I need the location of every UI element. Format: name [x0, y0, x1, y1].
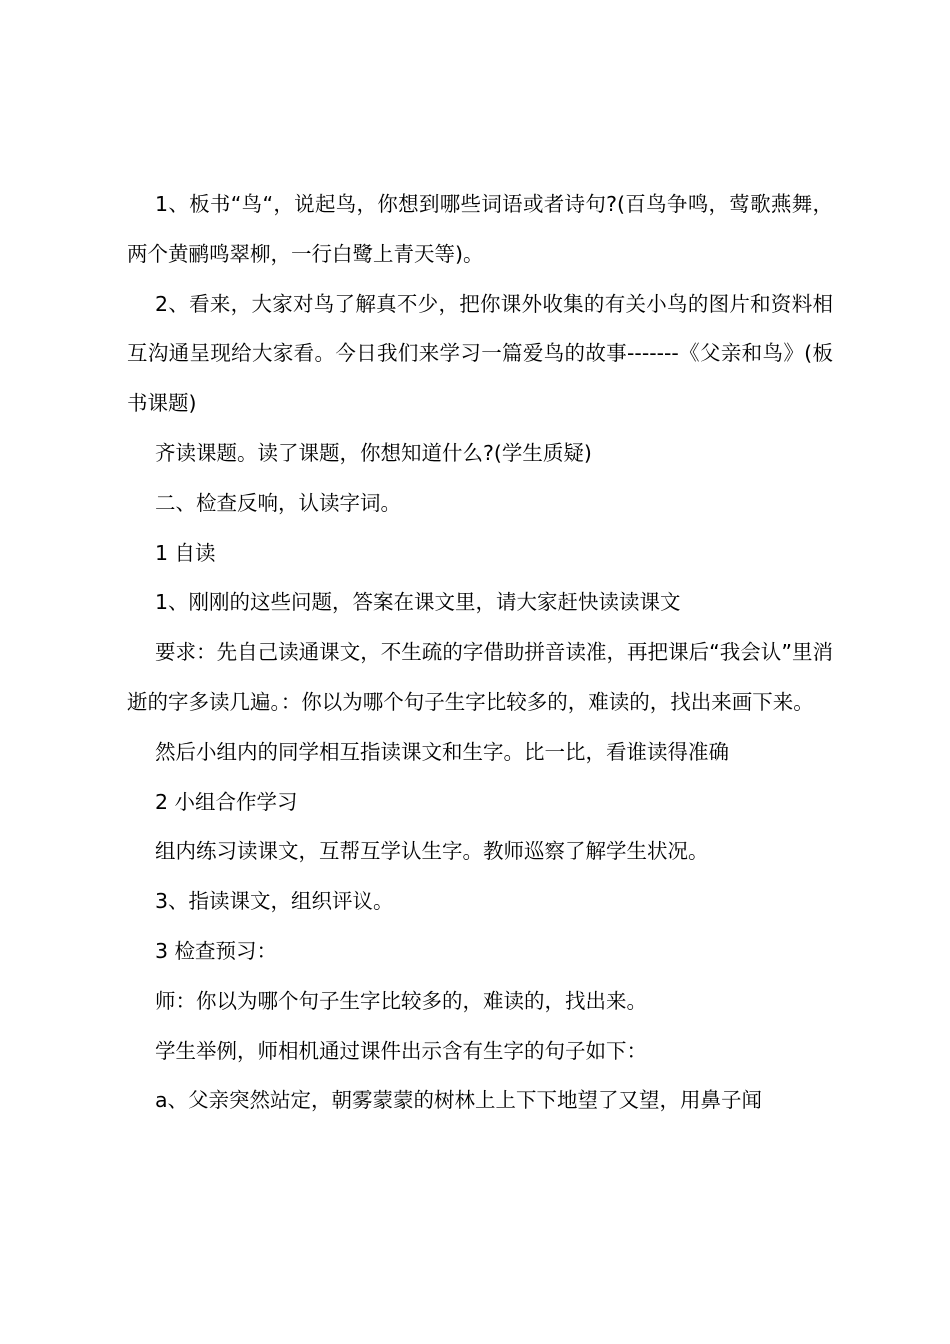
paragraph-group-practice: 组内练习读课文，互帮互学认生字。教师巡察了解学生状况。	[155, 839, 709, 864]
paragraph-read-title: 齐读课题。读了课题，你想知道什么?(学生质疑)	[155, 440, 592, 465]
paragraph-evaluate: 3、指读课文，组织评议。	[155, 889, 394, 914]
section-heading-check: 二、检查反响，认读字词。	[155, 490, 401, 515]
paragraph-requirements: 要求：先自己读通课文，不生疏的字借助拼音读准，再把课后“我会认”里消逝的字多读几遍。：你以为哪个句子生字比较多的，难读的，找出来画下来。	[127, 640, 833, 714]
document-body	[127, 180, 833, 1126]
paragraph-read-text: 1、刚刚的这些问题，答案在课文里，请大家赶快读读课文	[155, 590, 681, 615]
paragraph-teacher-question: 师：你以为哪个句子生字比较多的，难读的，找出来。	[155, 988, 647, 1013]
step-self-reading: 1 自读	[155, 540, 216, 565]
paragraph-share-materials: 2、看来，大家对鸟了解真不少，把你课外收集的有关小鸟的图片和资料相互沟通呈现给大家看。今日我们来学习一篇爱鸟的故事-------《父亲和鸟》(板书课题)	[127, 291, 833, 416]
paragraph-students-examples: 学生举例，师相机通过课件出示含有生字的句子如下：	[155, 1038, 647, 1063]
step-check-preview: 3 检查预习：	[155, 938, 278, 963]
paragraph-board-writing-bird: 1、板书“鸟“，说起鸟，你想到哪些词语或者诗句?(百鸟争鸣，莺歌燕舞，两个黄鹂鸣翠柳，一行白鹭上青天等)。	[127, 192, 833, 266]
paragraph-example-a: a、父亲突然站定，朝雾蒙蒙的树林上上下下地望了又望，用鼻子闻	[155, 1088, 763, 1113]
paragraph-group-reading: 然后小组内的同学相互指读课文和生字。比一比，看谁读得准确	[155, 739, 729, 764]
step-group-study: 2 小组合作学习	[155, 789, 298, 814]
